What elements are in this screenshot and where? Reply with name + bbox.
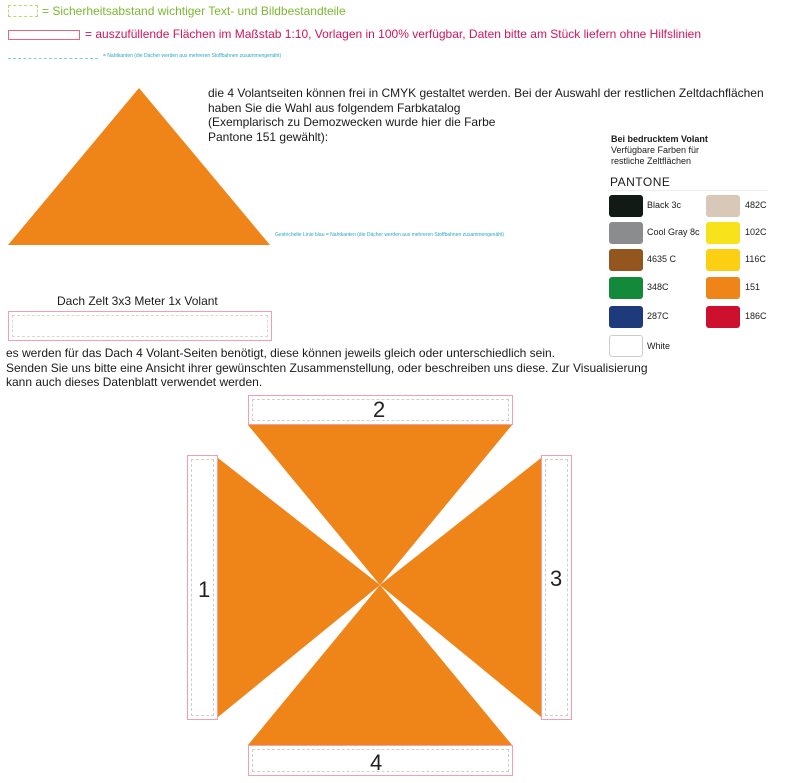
description-line-1: es werden für das Dach 4 Volant-Seiten benötigt, diese können jeweils gleich oder unterschiedlich sein. — [6, 346, 555, 360]
swatch-label: 482C — [745, 200, 767, 210]
intro-line-1: die 4 Volantseiten können frei in CMYK gestaltet werden. Bei der Auswahl der restlichen Zeltdachflächen — [208, 86, 764, 100]
seam-note: Gestrichelte Linie blau = Nahtkanten (die Dächer werden aus mehreren Stoffbahnen zusammengenäht) — [275, 232, 505, 238]
panel-title: Bei bedrucktem Volant — [611, 134, 708, 144]
swatch-label: 287C — [647, 311, 669, 321]
swatch-label: Black 3c — [647, 200, 682, 210]
legend-safety-text: = Sicherheitsabstand wichtiger Text- und Bildbestandteile — [42, 4, 346, 18]
intro-line-3: (Exemplarisch zu Demozwecken wurde hier die Farbe — [208, 115, 496, 129]
swatch-label: 102C — [745, 227, 767, 237]
strip-number-right: 3 — [550, 566, 563, 591]
description-line-3: kann auch dieses Datenblatt verwendet werden. — [6, 375, 263, 389]
swatch-label: 151 — [745, 282, 761, 292]
swatch-label: 186C — [745, 311, 767, 321]
swatch-label: 348C — [647, 282, 669, 292]
intro-line-4: Pantone 151 gewählt): — [208, 129, 329, 144]
swatch-label: Cool Gray 8c — [647, 227, 700, 237]
pantone-heading: PANTONE — [610, 175, 671, 189]
strip-number-top: 2 — [373, 397, 386, 422]
swatch-label: 4635 C — [647, 254, 677, 264]
dach-title: Dach Zelt 3x3 Meter 1x Volant — [57, 294, 218, 308]
swatch-label: 116C — [745, 254, 766, 264]
legend-fill-text: = auszufüllende Flächen im Maßstab 1:10, Vorlagen in 100% verfügbar, Daten bitte am Stück liefern ohne Hilfslinien — [85, 27, 702, 41]
strip-number-bottom: 4 — [370, 750, 383, 775]
swatch-label: White — [647, 341, 671, 351]
intro-line-2: haben Sie die Wahl aus folgendem Farbkatalog — [208, 100, 461, 115]
panel-subtitle: Verfügbare Farben für restliche Zeltflächen — [611, 145, 700, 166]
description-line-2: Senden Sie uns bitte eine Ansicht ihrer gewünschten Zusammenstellung, oder beschreiben uns diese. Zur Visualisierung — [6, 360, 648, 375]
legend-seam-text: = Nahtkanten (die Dächer werden aus mehreren Stoffbahnen zusammengenäht) — [103, 53, 282, 59]
strip-number-left: 1 — [198, 577, 211, 602]
